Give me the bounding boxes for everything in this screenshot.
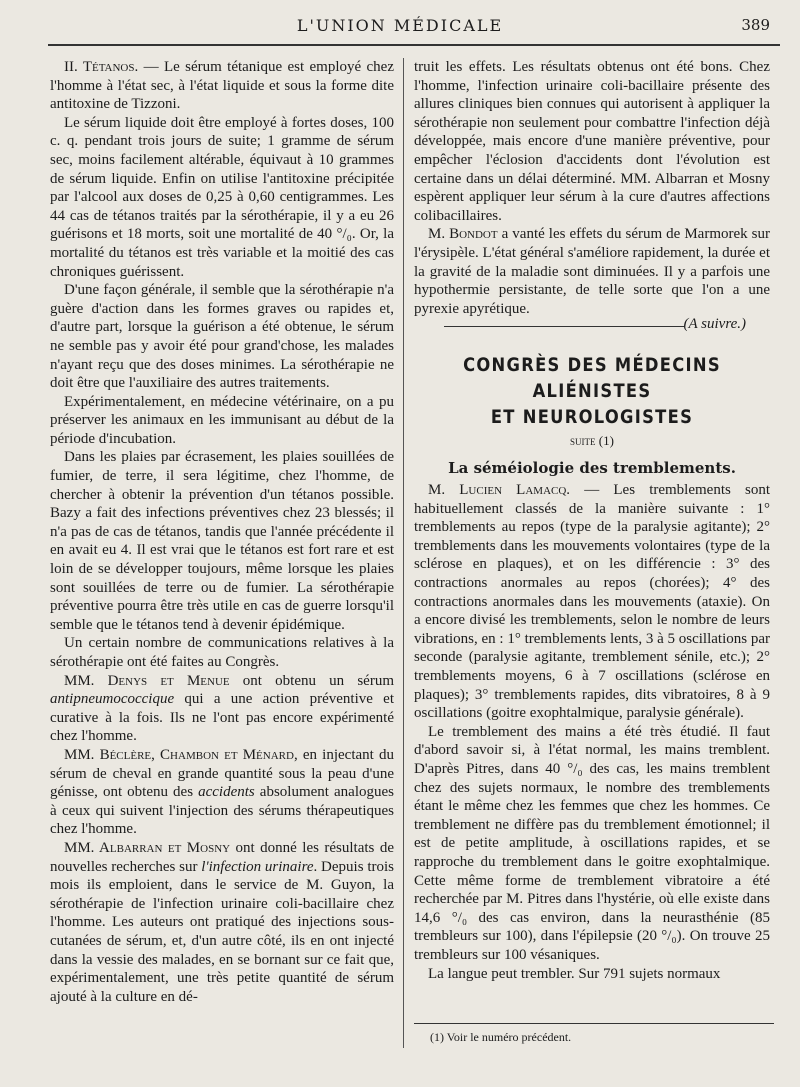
footnote: (1) Voir le numéro précédent. — [430, 1030, 572, 1044]
paragraph: D'une façon générale, il semble que la sérothérapie n'a guère d'action dans les formes graves ou rapides et, d'autre part, lorsque la guérison a été obtenue, le sérum ne semble pas y avoir été pour grand'chose, les malades n'ayant reçu que des doses minimes. La sérothérapie ne doit être que l'auxiliaire des autres traitements. — [50, 282, 394, 392]
a-suivre: (A suivre.) — [683, 316, 746, 333]
author-names: MM. Albarran et Mosny — [64, 839, 231, 856]
paragraph — [414, 225, 770, 318]
section-title-line-1: CONGRÈS DES MÉDECINS ALIÉNISTES — [463, 353, 721, 402]
paragraph-text: absolument analogues à ceux qui suivent l'injection des sérums thérapeutiques chez l'homme. — [50, 784, 394, 838]
journal-title: L'UNION MÉDICALE — [296, 16, 504, 35]
paragraph: Expérimentalement, en médecine vétérinaire, on a pu préserver les animaux en les immunisant au début de la période d'incubation. — [50, 393, 394, 447]
paragraph-text: qui a une action préventive et curative à la fois. Ils ne l'ont pas encore expérimenté chez l'homme. — [50, 691, 394, 745]
section-title-line-2: ET NEUROLOGISTES — [490, 405, 694, 428]
paragraph-text: en injectant du sérum de cheval en grande quantité sous la peau d'une génisse, ont obtenu des — [50, 746, 394, 801]
emphasis: accidents — [198, 784, 255, 801]
column-divider — [403, 58, 404, 1048]
paragraph: Le tremblement des mains a été très étudié. Il faut d'abord savoir si, à l'état normal, les mains tremblent. D'après Pitres, dans 40 °/₀ des cas, les mains tremblent chez des sujets normaux, le nombre des tremblements étant le même chez les femmes que chez les hommes. Ce tremblement ne diffère pas du tremblement émotionnel; il est de petite amplitude, à oscillations rapides, et se rapproche du tremblement dans le goitre exophtalmique. Cette même forme de tremblement vibratoire a été recherchée par M. Pitres dans l'hystérie, où elle existe dans 14,6 °/₀ des cas environ, dans la neurasthénie (85 trembleurs sur 100), dans l'épilepsie (20 °/₀). On trouve 25 trembleurs sur 100 vésaniques. — [414, 723, 770, 963]
paragraph: La langue peut trembler. Sur 791 sujets normaux — [428, 965, 721, 982]
left-column — [50, 58, 394, 1006]
paragraph: Dans les plaies par écrasement, les plaies souillées de fumier, de terre, il sera légitime, chez l'homme, de chercher à obtenir la prévention d'un tétanos possible. Bazy a fait des infections préventives chez 23 blessés; il n'a pas de cas de tétanos, tandis que l'année précédente il en avait eu 4. Il est vrai que le tétanos est fort rare et est loin de se développer toujours, même lorsque les plaies sont souillées de terre ou de fumier. La sérothérapie préventive pourra être très utile en cas de guerre lorsqu'il semble que le tétanos tend à devenir épidémique. — [50, 449, 394, 633]
section-lead: II. Tétanos. — [64, 59, 139, 75]
header-rule — [48, 44, 780, 46]
paragraph-text: a vanté les effets du sérum de Marmorek sur l'érysipèle. L'état général s'améliore rapidement, la durée et la gravité de la maladie sont diminuées. Il y a parfois une hypothermie persistante, de telle sorte que l'on a une pyrexie apyrétique. — [414, 226, 770, 317]
author-names: M. Lucien Lamacq. — [428, 482, 571, 499]
author-names: MM. Béclère, Chambon et Ménard, — [64, 746, 298, 763]
paragraph: Un certain nombre de communications relatives à la sérothérapie ont été faites au Congrès. — [50, 635, 394, 670]
paragraph-text: ont donné les résultats de nouvelles recherches sur — [50, 839, 395, 875]
paragraph: truit les effets. Les résultats obtenus ont été bons. Chez l'homme, l'infection urinaire coli-bacillaire présente des allures cliniques bien connues qui autorisent à appliquer la sérothérapie non seulement pour combattre l'infection déjà développée, mais encore d'une manière préventive, pour empêcher l'éclosion d'accidents dont l'évolution est certaine dans un délai déterminé. MM. Albarran et Mosny espèrent appliquer leur sérum à la cure d'autres affections colibacillaires. — [414, 59, 770, 224]
section-title — [439, 352, 745, 430]
paragraph-text: . Depuis trois mois ils emploient, dans le service de M. Guyon, la sérothérapie de l'infection urinaire coli-bacillaire chez l'homme. Les auteurs ont pratiqué des injections sous-cutanées de sérum, et, d'un autre côté, ils en ont injecté dans la vessie des malades, en se bornant sur ce fait que, expérimentalement, une très petite quantité de sérum ajouté à la culture en dé- — [50, 858, 394, 1005]
paragraph — [50, 58, 394, 114]
paragraph — [50, 839, 394, 1006]
article-title: La séméiologie des tremblements. — [448, 458, 736, 477]
right-column — [414, 58, 770, 983]
running-head — [0, 12, 800, 40]
paragraph-text: ont obtenu un sérum — [229, 672, 394, 689]
paragraph — [414, 481, 770, 723]
footnote-rule — [414, 1023, 774, 1024]
paragraph — [50, 672, 394, 746]
paragraph: Le sérum liquide doit être employé à fortes doses, 100 c. q. pendant trois jours de suite; 1 gramme de sérum sec, moins facilement altérable, équivaut à 10 grammes de sérum liquide. Enfin on utilise l'antitoxine précipitée par l'alcool aux doses de 0,25 à 0,60 centigrammes. Les 44 cas de tétanos traités par la sérothérapie, il y a eu 26 guérisons et 18 morts, soit une mortalité de 40 °/₀. Or, la mortalité du tétanos est très variable et la moitié des cas chroniques guérissent. — [50, 114, 394, 280]
author-names: M. Bondot — [428, 226, 498, 243]
paragraph-text: — Les tremblements sont habituellement classés de la manière suivante : 1° tremblements au repos (type de la paralysie agitante); 2° tremblements dans les mouvements volontaires (type de la sclérose en plaques), et on les différencie : 3° des contractions anormales au repos (chorées); 4° des contractions anormales dans les mouvements (ataxie). On a encore divisé les tremblements, selon le nombre de leurs vibrations, en : 1° tremblements lents, 3 à 5 oscillations par seconde (paralysie agitante, tremblement sénile, etc.); 2° tremblements moyens, 6 à 7 oscillations (sclérose en plaques); 3° tremblements rapides, dits vibratoires, 8 à 9 oscillations (goitre exophtalmique, paralysie générale). — [414, 482, 770, 722]
author-names: MM. Denys et Menue — [64, 672, 230, 689]
paragraph-text: — Le sérum tétanique est employé chez l'homme à l'état sec, à l'état liquide et sous la forme dite antitoxine de Tizzoni. — [50, 59, 394, 113]
emphasis: l'infection urinaire — [201, 858, 314, 875]
emphasis: antipneumococcique — [50, 691, 175, 708]
page-number: 389 — [741, 16, 770, 34]
suite-note: suite (1) — [570, 432, 614, 448]
paragraph — [50, 746, 394, 839]
